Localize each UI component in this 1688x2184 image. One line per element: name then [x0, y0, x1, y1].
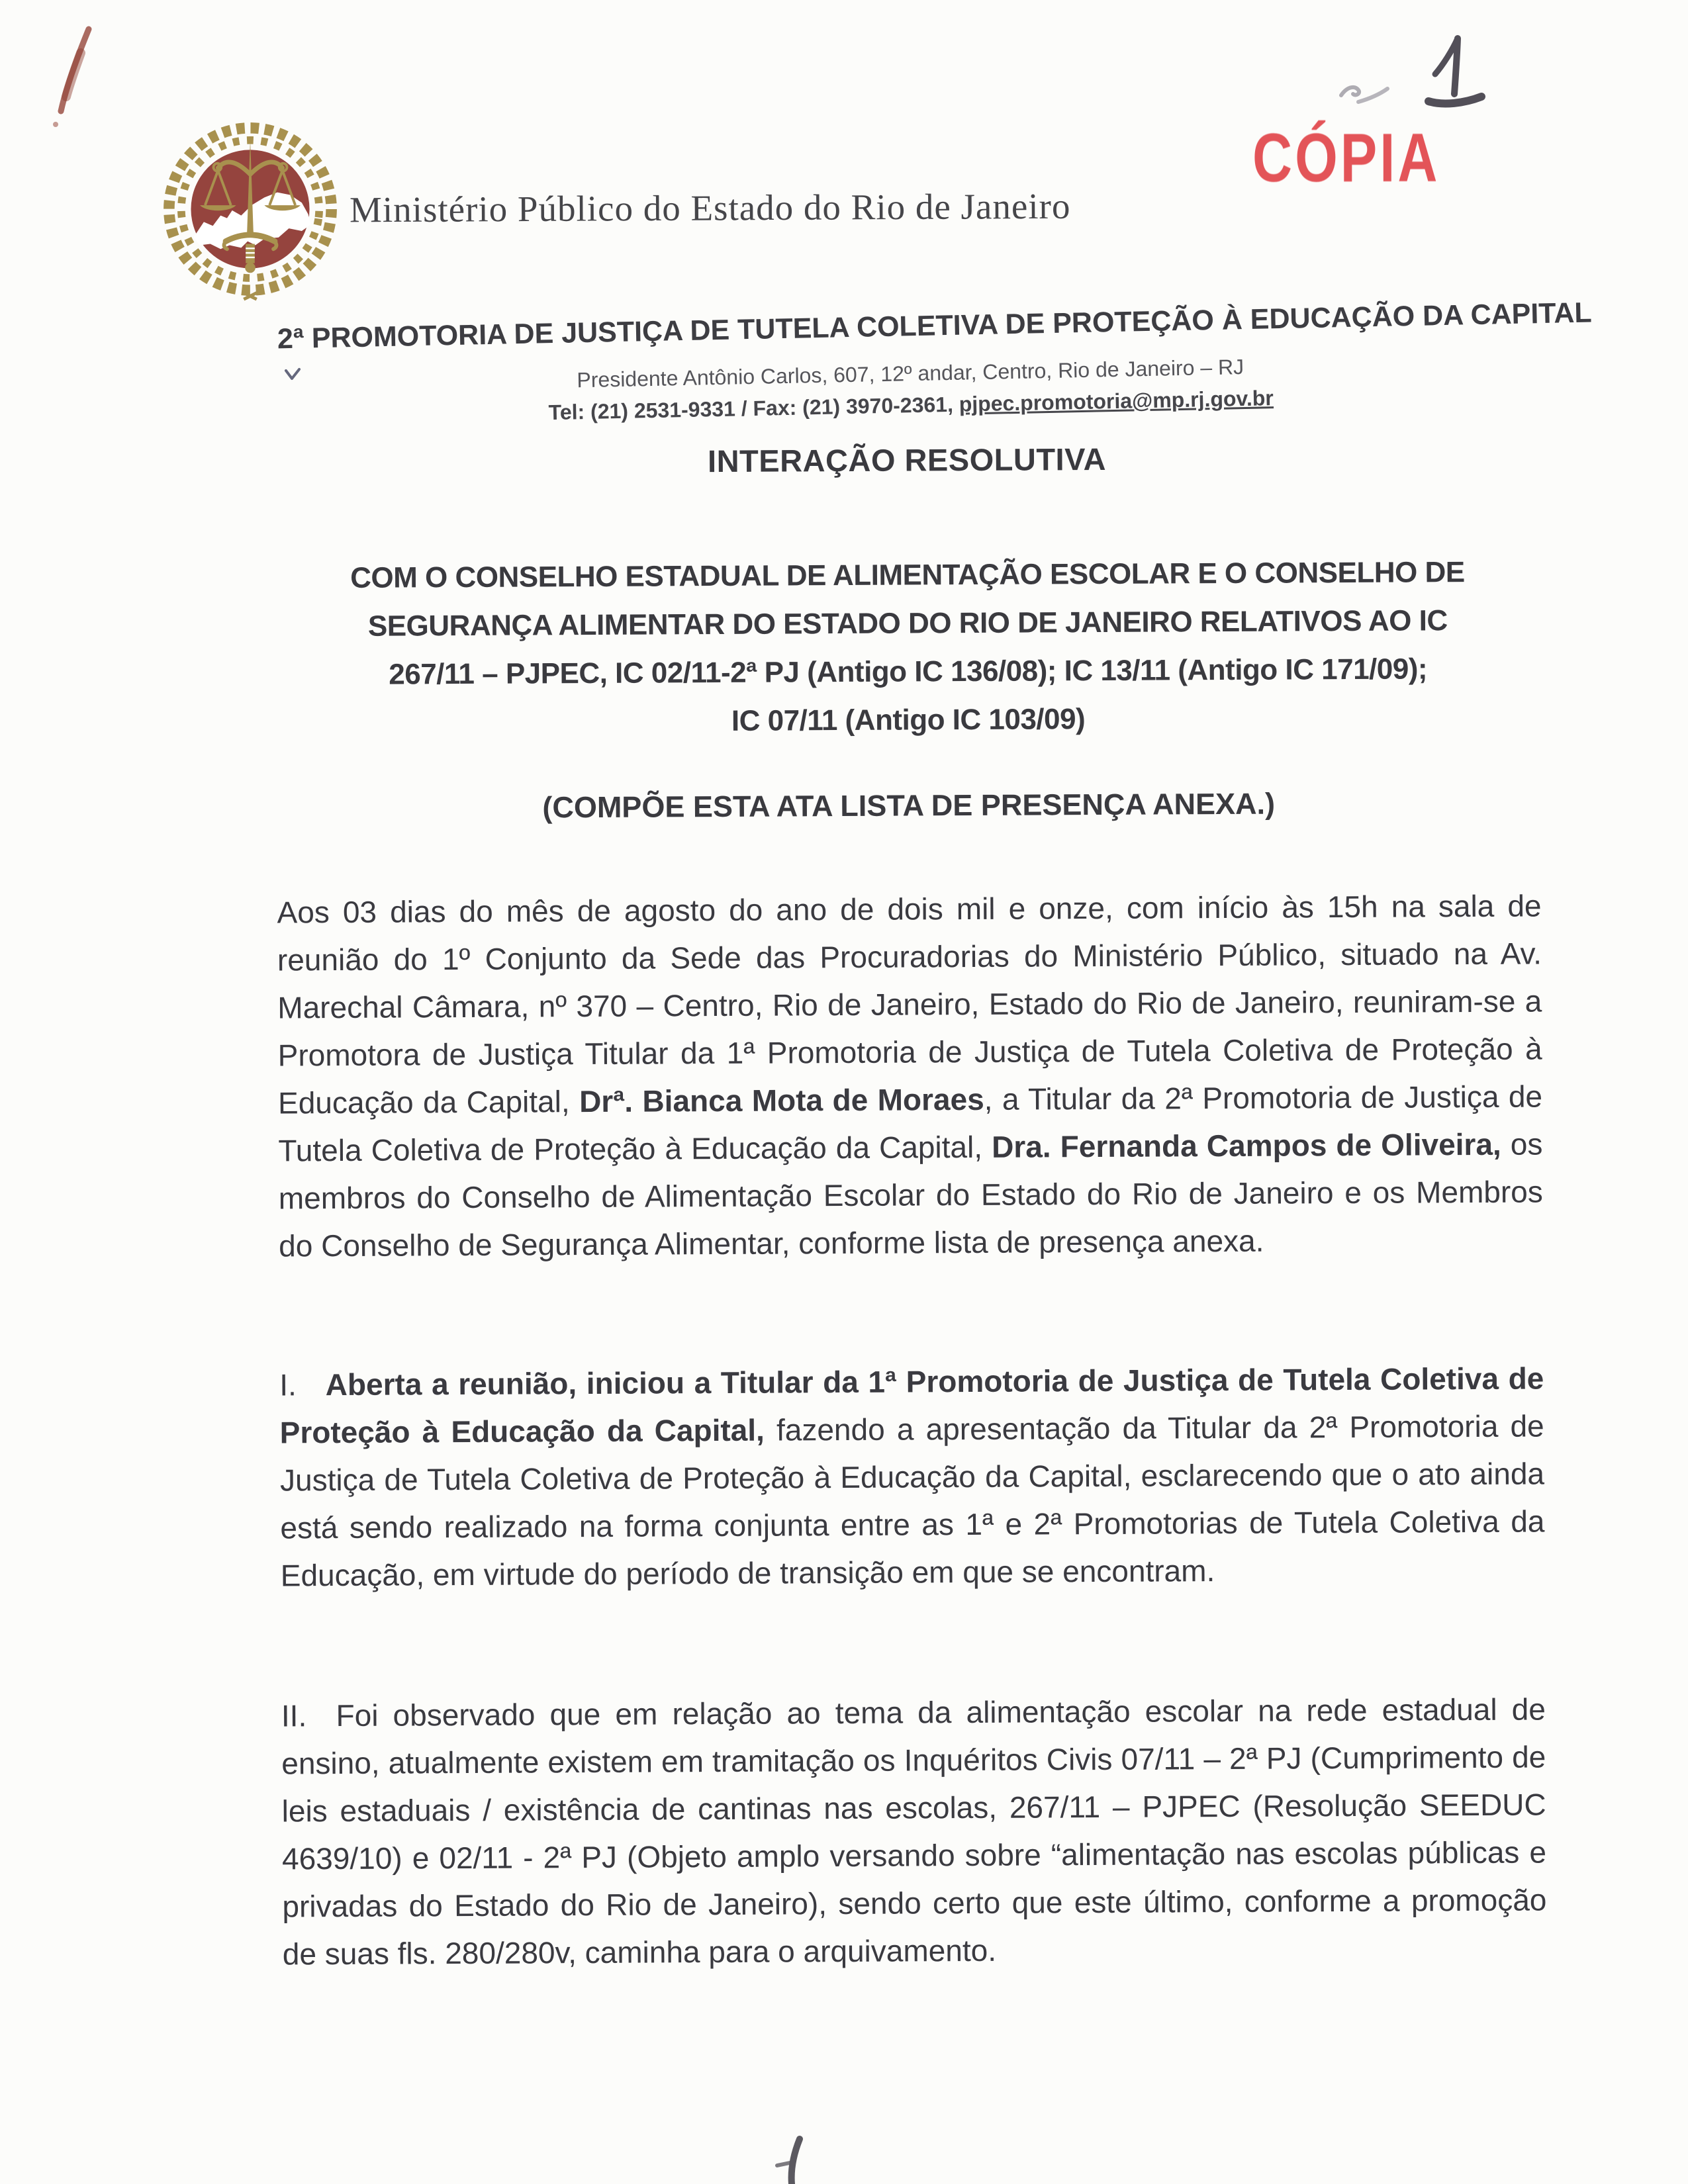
- item-2-paragraph: [281, 1685, 1547, 1978]
- attachment-note: (COMPÕE ESTA ATA LISTA DE PRESENÇA ANEXA.): [542, 786, 1276, 825]
- document-title: INTERAÇÃO RESOLUTIVA: [707, 441, 1107, 479]
- subject-heading: [275, 547, 1541, 747]
- subject-heading-line-2: SEGURANÇA ALIMENTAR DO ESTADO DO RIO DE JANEIRO RELATIVOS AO IC: [367, 604, 1448, 643]
- text-segment: fazendo a apresentação da Titular da 2ª Promotoria de Justiça de Tutela Coletiva de Proteção à Educação da Capital, esclarecendo que o ato ainda está sendo realizado na forma conjunta entre as 1ª e 2ª Promotorias de Tutela Coletiva da Educação, em virtude do período de transição em que se encontram.: [279, 1408, 1545, 1593]
- letterhead-email: pjpec.promotoria@mp.rj.gov.br: [959, 386, 1274, 416]
- text-segment: os membros do Conselho de Alimentação Escolar do Estado do Rio de Janeiro e os Membros do Conselho de Segurança Alimentar, conforme lista de presença anexa.: [278, 1126, 1543, 1263]
- text-segment: II. Foi observado que em relação ao tema da alimentação escolar na rede estadual de ensino, atualmente existem em tramitação os Inquéritos Civis 07/11 – 2ª PJ (Cumprimento de leis estaduais / existência de cantinas nas escolas, 267/11 – PJPEC (Resolução SEEDUC 4639/10) e 02/11 - 2ª PJ (Objeto amplo versando sobre “alimentação nas escolas públicas e privadas do Estado do Rio de Janeiro), sendo certo que este último, conforme a promoção de suas fls. 280/280v, caminha para o arquivamento.: [281, 1692, 1547, 1972]
- text-segment: I.: [279, 1367, 326, 1402]
- pen-curve-mark: [749, 2135, 825, 2184]
- subject-heading-line-4: IC 07/11 (Antigo IC 103/09): [731, 703, 1086, 737]
- letterhead-office-line: 2ª PROMOTORIA DE JUSTIÇA DE TUTELA COLETIVA DE PROTEÇÃO À EDUCAÇÃO DA CAPITAL: [277, 296, 1593, 355]
- text-segment: Aos 03 dias do mês de agosto do ano de dois mil e onze, com início às 15h na sala de reunião do 1º Conjunto da Sede das Procuradorias do Ministério Público, situado na Av. Marechal Câmara, nº 370 – Centro, Rio de Janeiro, Estado do Rio de Janeiro, reuniram-se a Promotora de Justiça Titular da 1ª Promotoria de Justiça de Tutela Coletiva de Proteção à Educação da Capital,: [277, 888, 1542, 1120]
- bold-text-segment: Dra. Fernanda Campos de Oliveira,: [991, 1126, 1501, 1164]
- bold-text-segment: Aberta a reunião, iniciou a Titular da 1ª Promotoria de Justiça de Tutela Coletiva de Proteção à Educação da Capital,: [279, 1361, 1544, 1450]
- text-segment: , a Titular da 2ª Promotoria de Justiça de Tutela Coletiva de Proteção à Educação da Capital,: [278, 1079, 1543, 1168]
- copia-stamp: CÓPIA: [1252, 120, 1440, 197]
- opening-paragraph: [277, 882, 1543, 1269]
- item-1-paragraph: [279, 1354, 1545, 1599]
- letterhead-phone-text: Tel: (21) 2531-9331 / Fax: (21) 3970-2361,: [548, 392, 960, 425]
- institution-name: Ministério Público do Estado do Rio de Janeiro: [349, 185, 1071, 230]
- subject-heading-line-3: 267/11 – PJPEC, IC 02/11-2ª PJ (Antigo IC 136/08); IC 13/11 (Antigo IC 171/09);: [389, 653, 1428, 691]
- bold-text-segment: Drª. Bianca Mota de Moraes: [579, 1081, 984, 1119]
- subject-heading-line-1: COM O CONSELHO ESTADUAL DE ALIMENTAÇÃO ESCOLAR E O CONSELHO DE: [350, 556, 1465, 594]
- letterhead-address-line: Presidente Antônio Carlos, 607, 12º andar, Centro, Rio de Janeiro – RJ: [577, 355, 1244, 392]
